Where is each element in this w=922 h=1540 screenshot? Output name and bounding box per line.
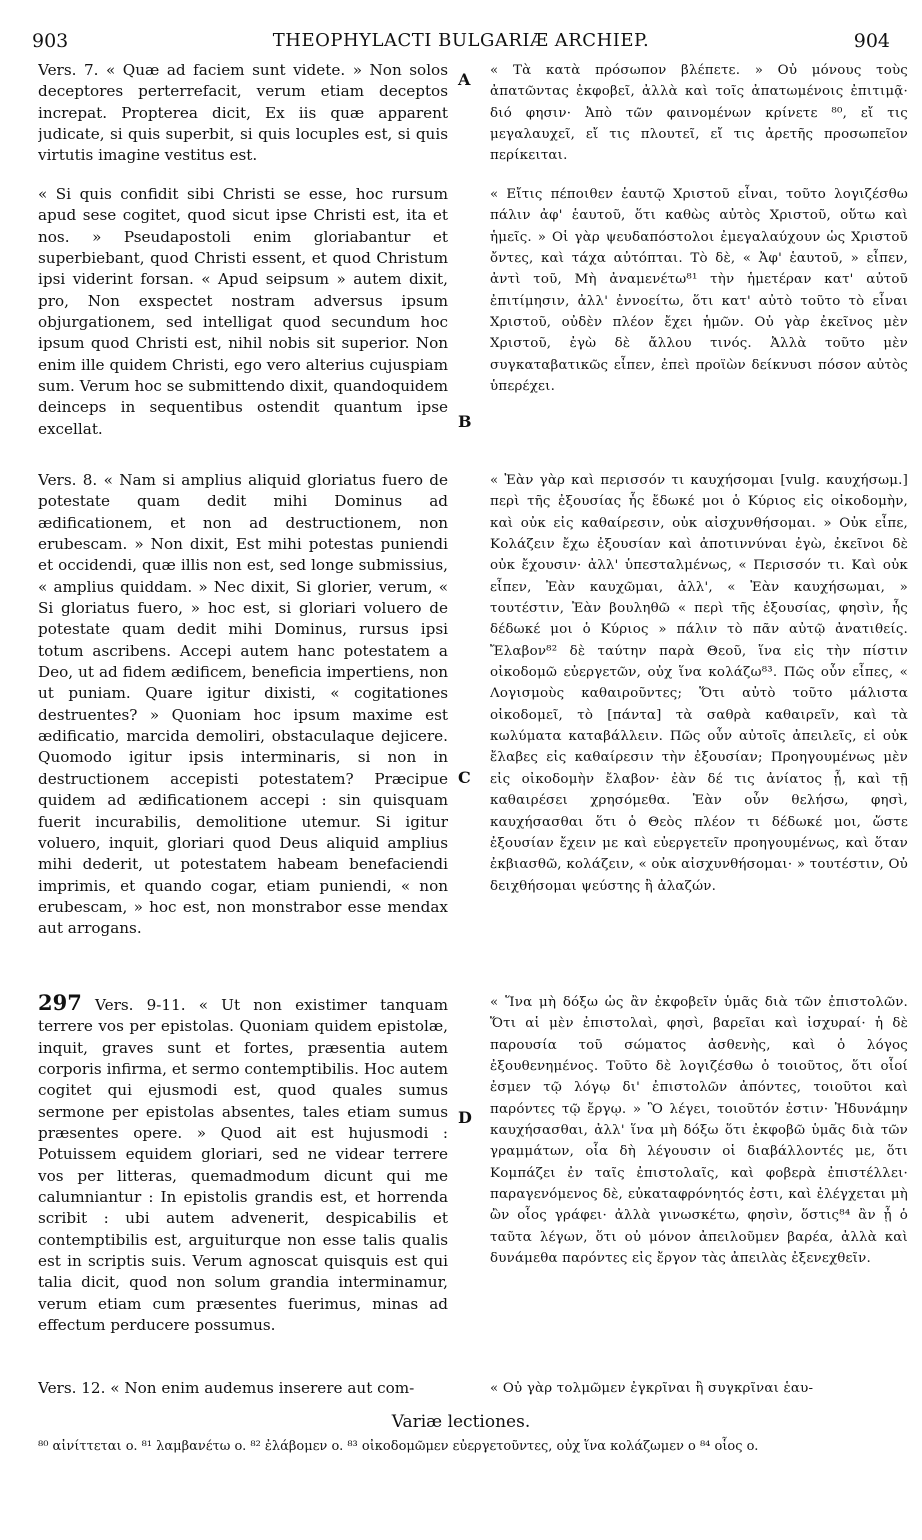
margin-mark-a: A: [458, 70, 471, 89]
greek-paragraph-3: « Ἐὰν γὰρ καὶ περισσόν τι καυχήσομαι [vulg. καυχήσωμ.] περὶ τῆς ἐξουσίας ἧς ἔδωκέ μοι ὁ Κύριος εἰς οἰκοδομὴν, καὶ οὐκ εἰς καθαίρεσιν, οὐκ αἰσχυνθήσομαι. » Οὐκ εἶπε, Κολάζειν ἔχω ἐξουσίαν καὶ ἀποτιννύναι ἐγὼ, ἐκεῖνοι δὲ οὐκ ἔχουσιν· ἀλλ' ὑπεσταλμένως, « Περισσόν τι. Καὶ οὐκ εἶπεν, Ἐὰν καυχῶμαι, ἀλλ', « Ἐὰν καυχήσωμαι, » τουτέστιν, Ἐὰν βουληθῶ « περὶ τῆς ἐξουσίας, φησὶν, ἧς δέδωκέ μοι ὁ Κύριος » πάλιν τὸ πᾶν αὐτῷ ἀνατιθείς. Ἔλαβον⁸² δὲ ταύτην παρὰ Θεοῦ, ἵνα εἰς τὴν πίστιν οἰκοδομῶ εὐεργετῶν, οὐχ ἵνα κολάζω⁸³. Πῶς οὖν εἶπες, « Λογισμοὺς καθαιροῦντες; Ὅτι αὐτὸ τοῦτο μάλιστα οἰκοδομεῖ, τὸ [πάντα] τὰ σαθρὰ καθαιρεῖν, καὶ τὰ κωλύματα καταβάλλειν. Πῶς οὖν αὐτοῖς ἀπειλεῖς, εἰ οὐκ ἔλαβες εἰς καθαίρεσιν τὴν ἐξουσίαν; Προηγουμένως μὲν εἰς οἰκοδομὴν ἔλαβον· ἐὰν δέ τις ἀνίατος ᾖ, καὶ τῇ καθαιρέσει χρησόμεθα. Ἐὰν οὖν θελήσω, φησὶ, καυχήσασθαι ὅτι ὁ Θεὸς πλέον τι δέδωκέ μοι, ὥστε ἐξουσίαν ἔχειν με καὶ εὐεργετεῖν προηγουμένως, καὶ ὅταν ἐκβιασθῶ, κολάζειν, « οὐκ αἰσχυνθήσομαι· » τουτέστιν, Οὐ δειχθήσομαι ψεύστης ἢ ἀλαζών.: [490, 473, 908, 894]
greek-paragraph-2: « Εἴτις πέποιθεν ἑαυτῷ Χριστοῦ εἶναι, τοῦτο λογιζέσθω πάλιν ἀφ' ἑαυτοῦ, ὅτι καθὼς αὐτὸς Χριστοῦ, οὕτω καὶ ἡμεῖς. » Οἱ γὰρ ψευδαπόστολοι ἐμεγαλαύχουν ὡς Χριστοῦ ὄντες, καὶ τάχα αὐτόπται. Τὸ δὲ, « Ἀφ' ἑαυτοῦ, » εἶπεν, ἀντὶ τοῦ, Μὴ ἀναμενέτω⁸¹ τὴν ἡμετέραν κατ' αὐτοῦ ἐπιτίμησιν, ἀλλ' ἐννοείτω, ὅτι κατ' αὐτὸ τοῦτο τὸ εἶναι Χριστοῦ, οὐδὲν πλέον ἔχει ἡμῶν. Οὐ γὰρ ἐκεῖνος μὲν Χριστοῦ, ἐγὼ δὲ ἄλλου τινός. Ἀλλὰ τοῦτο μὲν συγκαταβατικῶς εἶπεν, ἐπεὶ προϊὼν δείκνυσι πόσον αὐτὸς ὑπερέχει.: [490, 187, 908, 395]
page-header: [24, 28, 898, 56]
latin-paragraph-vers-9-11: [38, 992, 448, 1374]
latin-paragraph-vers-8: Vers. 8. « Nam si amplius aliquid gloriatus fuero de potestate quam dedit mihi Dominus ad ædificationem, et non ad destructionem, non erubescam. » Non dixit, Est mihi potestas puniendi et occidendi, quæ illis non est, sed longe submissius, « amplius quiddam. » Nec dixit, Si glorier, verum, « Si gloriatus fuero, » hoc est, si gloriari voluero de potestate quam dedit mihi Dominus, rursus ipsi totum ascribens. Accepi autem hanc potestatem a Deo, ut ad fidem ædificem, beneficia impertiens, non ut puniam. Quare igitur dixisti, « cogitationes destruentes? » Quoniam hoc ipsum maxime est ædificatio, marcida demoliri, obstaculaque dejicere. Quomodo igitur ipsis interminaris, si non in destructionem accepisti potestatem? Præcipue quidem ad ædificationem accepi : sin quisquam fuerit incurabilis, demolitione utemur. Si igitur voluero, inquit, gloriari quod Deus aliquid amplius mihi dederit, ut potestatem habeam benefaciendi imprimis, et quando cogar, etiam puniendi, « non erubescam, » hoc est, non monstrabor esse mendax aut arrogans.: [38, 471, 448, 938]
latin-paragraph-vers-7: Vers. 7. « Quæ ad faciem sunt videte. » Non solos deceptores perterrefacit, verum etiam deceptos increpat. Propterea dicit, Ex iis quæ apparent judicate, si quis superbit, si quis locuples est, si quis virtutis imagine vestitus est.: [38, 61, 448, 165]
margin-mark-c: C: [458, 768, 471, 787]
right-page-number: 904: [853, 30, 890, 52]
variae-lectiones-title: Variæ lectiones.: [391, 1412, 531, 1432]
greek-paragraph-5: « Οὐ γὰρ τολμῶμεν ἐγκρῖναι ἢ συγκρῖναι ἑαυ-: [490, 1381, 814, 1396]
running-title: THEOPHYLACTI BULGARIÆ ARCHIEP.: [272, 30, 650, 51]
margin-mark-b: B: [458, 412, 472, 431]
variae-lectiones-notes: ⁸⁰ αἰνίττεται o. ⁸¹ λαμβανέτω o. ⁸² ἐλάβομεν o. ⁸³ οἰκοδομῶμεν εὐεργετοῦντες, οὐχ ἵνα κολάζωμεν o ⁸⁴ οἷος o.: [38, 1439, 759, 1454]
latin-paragraph-vers-9-11-text: Vers. 9-11. « Ut non existimer tanquam terrere vos per epistolas. Quoniam quidem epistolæ, inquit, graves sunt et fortes, præsentia autem corporis infirma, et sermo contemptibilis. Hoc autem cogitet qui ejusmodi est, quod quales sumus sermone per epistolas absentes, tales etiam sumus præsentes opere. » Quod ait est hujusmodi : Potuissem equidem gloriari, sed ne videar terrere vos per litteras, quemadmodum dicunt qui me calumniantur : In epistolis grandis est, et horrenda scribit : ubi autem advenerit, despicabilis et contemptibilis est, arguiturque non esse talis qualis est in scriptis suis. Verum agnoscat quisquis est qui talia dicit, quod non solum grandia interminamur, verum etiam cum præsentes fuerimus, minas ad effectum perducere possumus.: [38, 996, 448, 1335]
margin-mark-d: D: [458, 1108, 472, 1127]
latin-paragraph-vers-12: Vers. 12. « Non enim audemus inserere aut com-: [38, 1379, 415, 1397]
column-number: 297: [38, 992, 82, 1015]
left-page-number: 903: [32, 30, 69, 52]
latin-paragraph-confidit: « Si quis confidit sibi Christi se esse, hoc rursum apud sese cogitet, quod sicut ipse Christi est, ita et nos. » Pseudapostoli enim gloriabantur et superbiebant, quod Christi essent, et quod Christum ipsi viderint forsan. « Apud seipsum » autem dixit, pro, Non exspectet nostram adversus ipsum objurgationem, sed intelligat quod secundum hoc ipsum quod Christi est, nihil nobis sit superior. Non enim ille quidem Christi, ego vero alterius cujuspiam sum. Verum hoc se submittendo dixit, quandoquidem deinceps in sequentibus ostendit quantum ipse excellat.: [38, 185, 448, 438]
greek-paragraph-4: « Ἵνα μὴ δόξω ὡς ἂν ἐκφοβεῖν ὑμᾶς διὰ τῶν ἐπιστολῶν. Ὅτι αἱ μὲν ἐπιστολαὶ, φησὶ, βαρεῖαι καὶ ἰσχυραί· ἡ δὲ παρουσία τοῦ σώματος ἀσθενὴς, καὶ ὁ λόγος ἐξουθενημένος. Τοῦτο δὲ λογιζέσθω ὁ τοιοῦτος, ὅτι οἷοί ἐσμεν τῷ λόγῳ δι' ἐπιστολῶν ἀπόντες, τοιοῦτοι καὶ παρόντες τῷ ἔργῳ. » Ὃ λέγει, τοιοῦτόν ἐστιν· Ἠδυνάμην καυχήσασθαι, ἀλλ' ἵνα μὴ δόξω ὅτι ἐκφοβῶ ὑμᾶς διὰ τῶν γραμμάτων, οἷα δὴ λέγουσιν οἱ διαβάλλοντές με, ὅτι Κομπάζει ἐν ταῖς ἐπιστολαῖς, καὶ φοβερὰ ἐπιστέλλει· παραγενόμενος δὲ, εὐκαταφρόνητός ἐστι, καὶ ἐλέγχεται μὴ ὢν οἷος γράφει· ἀλλὰ γινωσκέτω, φησὶν, ὅστις⁸⁴ ἂν ᾖ ὁ ταῦτα λέγων, ὅτι οὐ μόνον ἀπειλοῦμεν βαρέα, ἀλλὰ καὶ δυνάμεθα παρόντες εἰς ἔργον τὰς ἀπειλὰς ἐξενεχθεῖν.: [490, 995, 908, 1267]
greek-paragraph-1: « Τὰ κατὰ πρόσωπον βλέπετε. » Οὐ μόνους τοὺς ἀπατῶντας ἐκφοβεῖ, ἀλλὰ καὶ τοῖς ἀπατωμένοις ἐπιτιμᾷ· διό φησιν· Ἀπὸ τῶν φαινομένων κρίνετε ⁸⁰, εἴ τις μεγαλαυχεῖ, εἴ τις πλουτεῖ, εἴ τις ἀρετῆς προσωπεῖον περίκειται.: [490, 63, 908, 164]
